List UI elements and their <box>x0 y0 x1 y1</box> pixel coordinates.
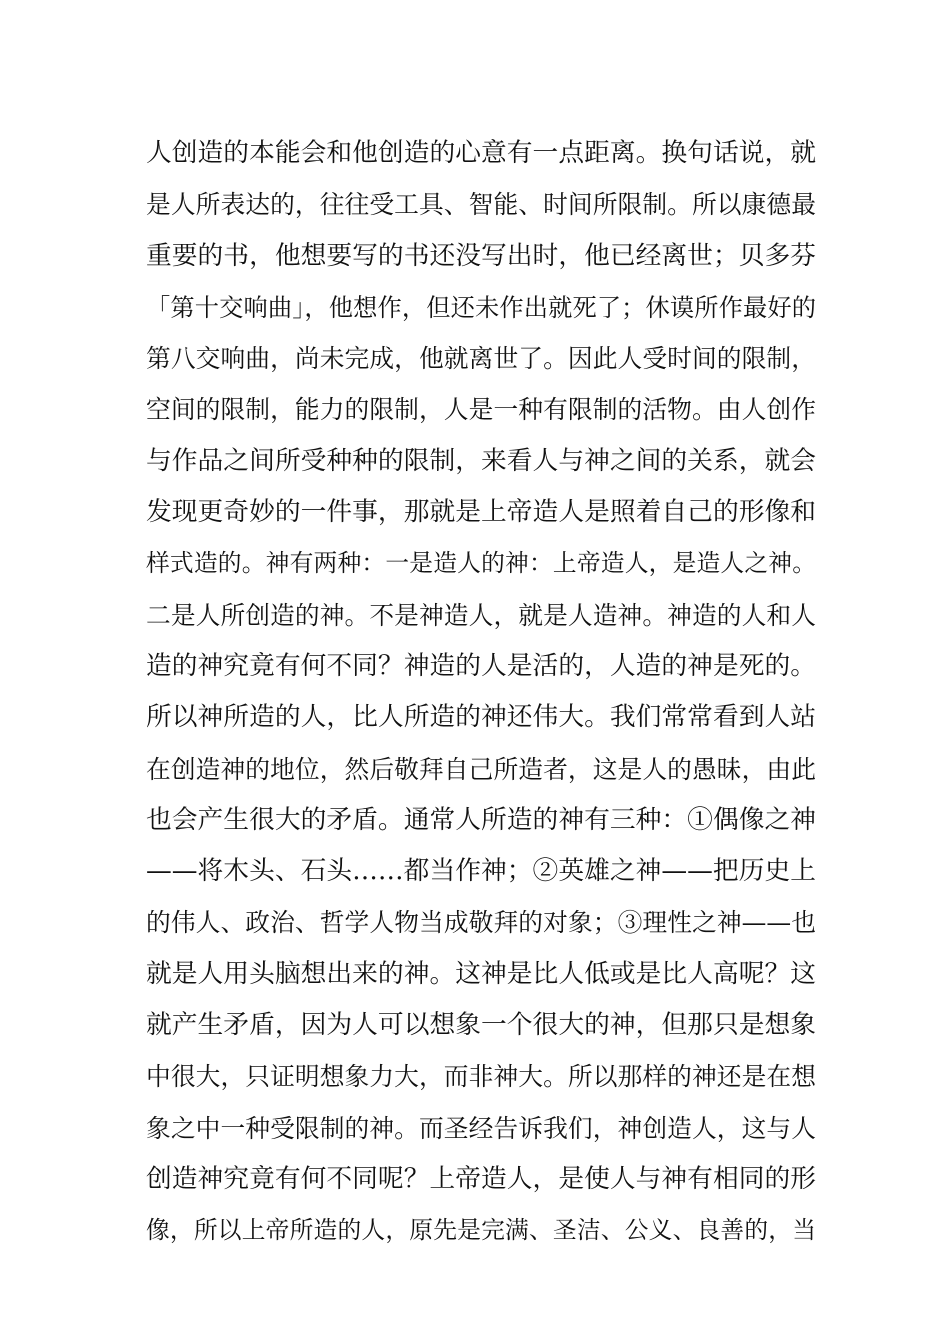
text-line: 造的神究竟有何不同？神造的人是活的，人造的神是死的。 <box>146 650 816 681</box>
text-line: 「第十交响曲」，他想作，但还未作出就死了；休谟所作最好的 <box>146 292 816 322</box>
text-line: 人创造的本能会和他创造的心意有一点距离。换句话说，就 <box>146 138 816 168</box>
text-line: 重要的书，他想要写的书还没写出时，他已经离世；贝多芬 <box>146 240 816 271</box>
text-line: 也会产生很大的矛盾。通常人所造的神有三种：①偶像之神 <box>146 804 816 835</box>
text-line: 就是人用头脑想出来的神。这神是比人低或是比人高呢？这 <box>146 958 816 989</box>
text-line: 在创造神的地位，然后敬拜自己所造者，这是人的愚昧，由此 <box>146 754 816 784</box>
text-line: 象之中一种受限制的神。而圣经告诉我们，神创造人，这与人 <box>146 1113 816 1143</box>
text-line: 二是人所创造的神。不是神造人，就是人造神。神造的人和人 <box>146 600 816 630</box>
text-line: 发现更奇妙的一件事，那就是上帝造人是照着自己的形像和 <box>146 497 816 528</box>
text-line: 所以神所造的人，比人所造的神还伟大。我们常常看到人站 <box>146 702 816 733</box>
text-line: 中很大，只证明想象力大，而非神大。所以那样的神还是在想 <box>146 1062 816 1092</box>
text-line: 第八交响曲，尚未完成，他就离世了。因此人受时间的限制， <box>146 344 816 374</box>
text-line: 样式造的。神有两种：一是造人的神：上帝造人，是造人之神。 <box>146 549 816 578</box>
text-line: 与作品之间所受种种的限制，来看人与神之间的关系，就会 <box>146 445 816 476</box>
body-text <box>146 128 816 1257</box>
text-line: 像，所以上帝所造的人，原先是完满、圣洁、公义、良善的，当 <box>146 1216 816 1245</box>
text-line: ——将木头、石头……都当作神；②英雄之神——把历史上 <box>146 856 816 887</box>
text-line: 是人所表达的，往往受工具、智能、时间所限制。所以康德最 <box>146 190 816 220</box>
text-line: 创造神究竟有何不同呢？上帝造人，是使人与神有相同的形 <box>146 1163 816 1194</box>
text-line: 空间的限制，能力的限制，人是一种有限制的活物。由人创作 <box>146 395 816 425</box>
text-line: 的伟人、政治、哲学人物当成敬拜的对象；③理性之神——也 <box>146 908 816 938</box>
text-line: 就产生矛盾，因为人可以想象一个很大的神，但那只是想象 <box>146 1010 816 1041</box>
